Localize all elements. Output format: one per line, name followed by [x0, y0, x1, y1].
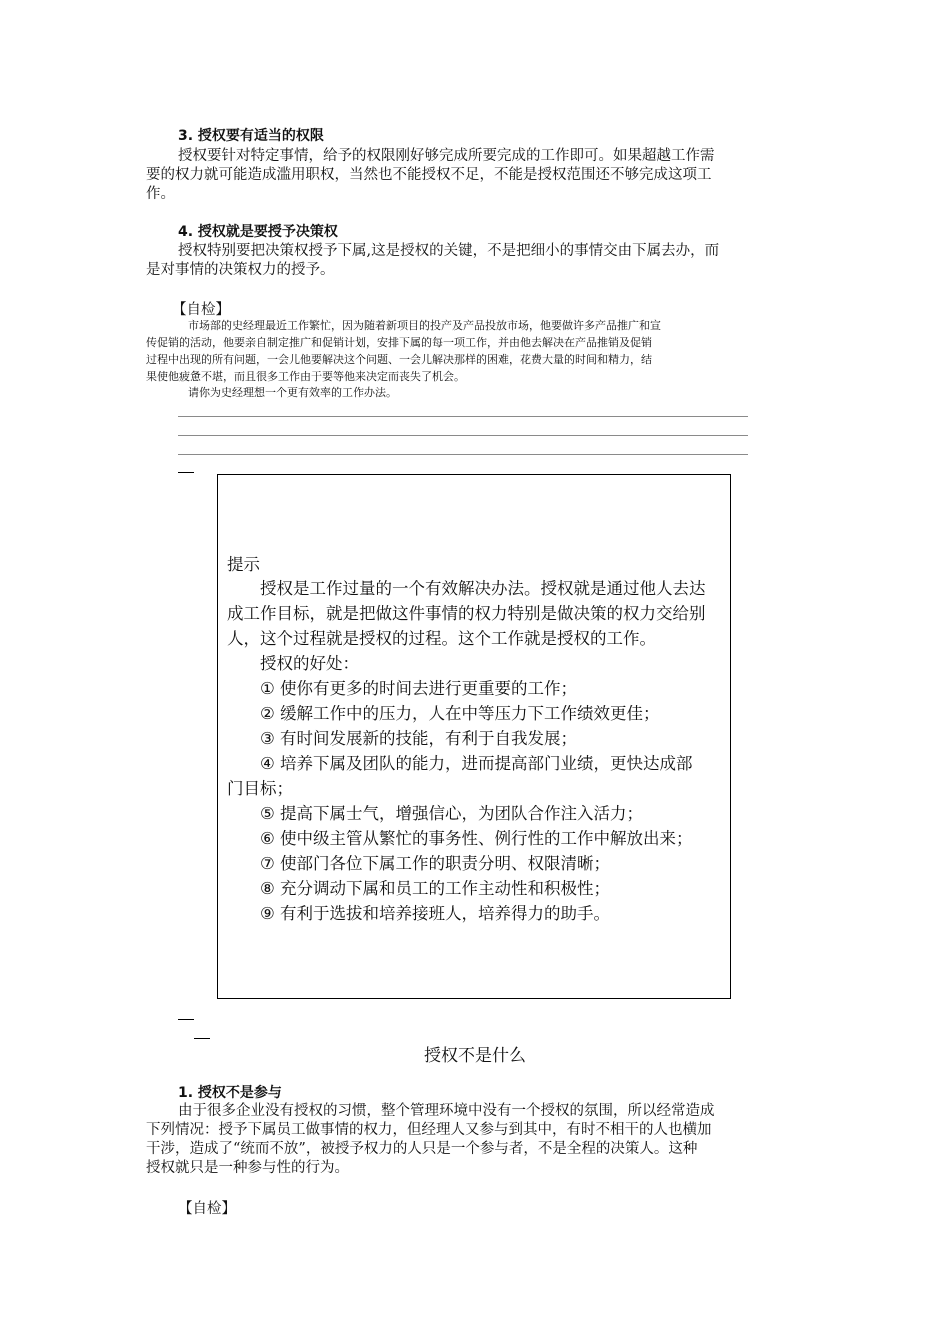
divider-dash — [178, 1019, 194, 1020]
selfcheck-line: 过程中出现的所有问题，一会儿他要解决这个问题、一会儿解决那样的困难，花费大量的时间和精力，结 — [146, 353, 652, 366]
section4-heading: 4. 授权就是要授予决策权 — [178, 224, 338, 240]
section4-line: 是对事情的决策权力的授予。 — [146, 262, 335, 278]
tip-benefit: ④ 培养下属及团队的能力，进而提高部门业绩，更快达成部 — [260, 754, 693, 773]
selfcheck-label: 【自检】 — [172, 302, 230, 318]
not1-line: 下列情况：授予下属员工做事情的权力，但经理人又参与到其中，有时不相干的人也横加 — [146, 1122, 712, 1138]
divider-dash — [194, 1038, 210, 1039]
answer-line[interactable] — [178, 435, 748, 436]
not1-line: 授权就只是一种参与性的行为。 — [146, 1160, 349, 1176]
not1-line: 由于很多企业没有授权的习惯，整个管理环境中没有一个授权的氛围，所以经常造成 — [178, 1103, 715, 1119]
not1-line: 干涉，造成了“统而不放”，被授予权力的人只是一个参与者，不是全程的决策人。这种 — [146, 1141, 698, 1157]
section3-line: 要的权力就可能造成滥用职权，当然也不能授权不足，不能是授权范围还不够完成这项工 — [146, 167, 712, 183]
section3-heading: 3. 授权要有适当的权限 — [178, 128, 324, 144]
tip-benefit: ① 使你有更多的时间去进行更重要的工作； — [260, 679, 578, 698]
answer-line[interactable] — [178, 454, 748, 455]
section3-line: 作。 — [146, 186, 175, 202]
selfcheck-line: 市场部的史经理最近工作繁忙，因为随着新项目的投产及产品投放市场，他要做许多产品推广和宣 — [188, 319, 661, 332]
tip-line: 人，这个过程就是授权的过程。这个工作就是授权的工作。 — [227, 629, 656, 648]
not1-heading: 1. 授权不是参与 — [178, 1085, 282, 1101]
tip-benefit: ⑨ 有利于选拔和培养接班人，培养得力的助手。 — [260, 904, 611, 923]
tip-title: 提示 — [227, 555, 260, 574]
tip-benefit: ⑧ 充分调动下属和员工的工作主动性和积极性； — [260, 879, 611, 898]
tip-benefit: ⑦ 使部门各位下属工作的职责分明、权限清晰； — [260, 854, 611, 873]
tip-benefits-label: 授权的好处： — [260, 654, 359, 673]
tip-line: 成工作目标，就是把做这件事情的权力特别是做决策的权力交给别 — [227, 604, 706, 623]
tip-benefit: ⑥ 使中级主管从繁忙的事务性、例行性的工作中解放出来； — [260, 829, 693, 848]
tip-benefit: ⑤ 提高下属士气，增强信心，为团队合作注入活力； — [260, 804, 644, 823]
section3-line: 授权要针对特定事情，给予的权限刚好够完成所要完成的工作即可。如果超越工作需 — [178, 148, 715, 164]
answer-line[interactable] — [178, 416, 748, 417]
tip-line: 授权是工作过量的一个有效解决办法。授权就是通过他人去达 — [260, 579, 706, 598]
divider-dash — [178, 472, 194, 473]
section-title: 授权不是什么 — [424, 1046, 526, 1066]
selfcheck-line: 果使他疲惫不堪，而且很多工作由于要等他来决定而丧失了机会。 — [146, 370, 465, 383]
selfcheck-line: 传促销的活动，他要亲自制定推广和促销计划，安排下属的每一项工作，并由他去解决在产品推销及促销 — [146, 336, 652, 349]
tip-benefit: ② 缓解工作中的压力，人在中等压力下工作绩效更佳； — [260, 704, 660, 723]
tip-benefit: ③ 有时间发展新的技能，有利于自我发展； — [260, 729, 578, 748]
tip-benefit: 门目标； — [227, 779, 293, 798]
selfcheck-question: 请你为史经理想一个更有效率的工作办法。 — [188, 386, 397, 399]
section4-line: 授权特别要把决策权授予下属,这是授权的关键，不是把细小的事情交由下属去办，而 — [178, 243, 720, 259]
selfcheck-label: 【自检】 — [178, 1201, 236, 1217]
